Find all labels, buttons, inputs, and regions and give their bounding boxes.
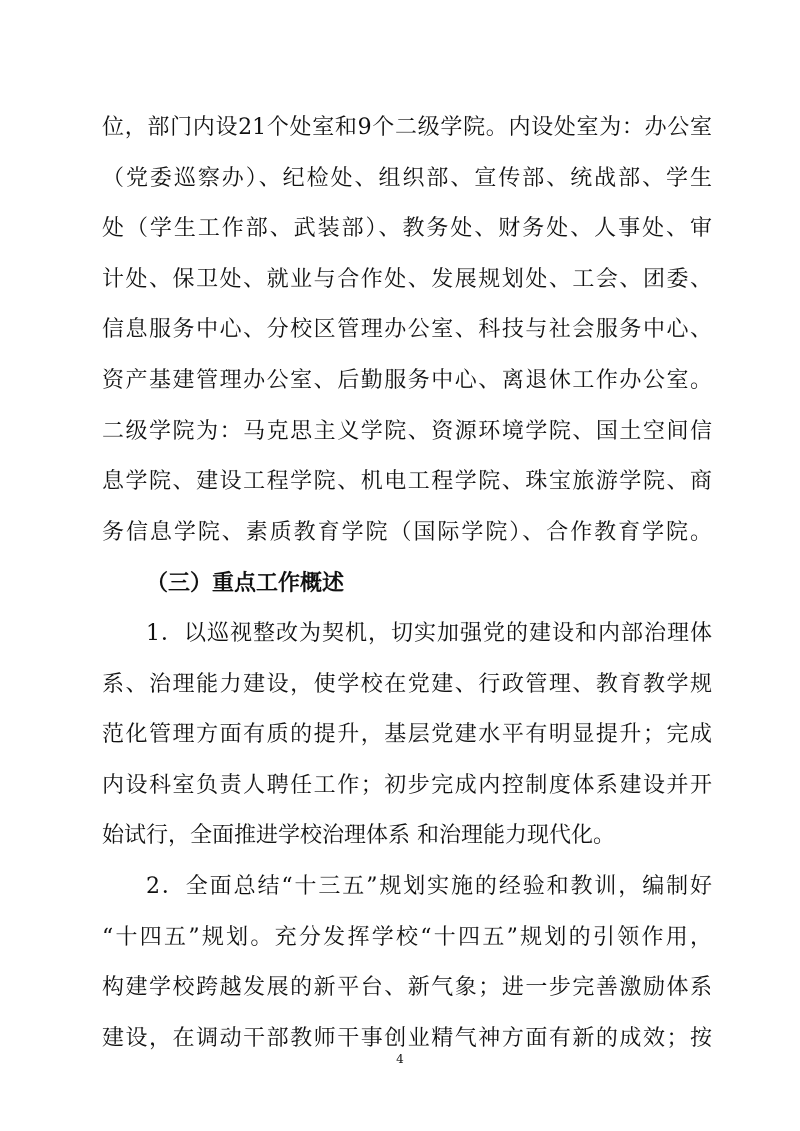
paragraph-line: （党委巡察办）、纪检处、组织部、宣传部、统战部、学生 <box>102 166 712 191</box>
item-1-line: 1．以巡视整改为契机，切实加强党的建设和内部治理体 <box>146 621 712 646</box>
section-heading: （三）重点工作概述 <box>146 570 345 596</box>
paragraph-line: 务信息学院、素质教育学院（国际学院）、合作教育学院。 <box>102 520 712 545</box>
item-1-line: 系、治理能力建设，使学校在党建、行政管理、教育教学规 <box>102 672 712 697</box>
page-number: 4 <box>396 1052 404 1066</box>
item-1-line: 始试行，全面推进学校治理体系 和治理能力现代化。 <box>102 823 615 848</box>
paragraph-line: 位，部门内设21个处室和9个二级学院。内设处室为：办公室 <box>102 115 712 140</box>
item-2-line: 构建学校跨越发展的新平台、新气象；进一步完善激励体系 <box>102 975 712 1000</box>
item-2-line: 建设，在调动干部教师干事创业精气神方面有新的成效；按 <box>102 1026 712 1051</box>
item-1-line: 范化管理方面有质的提升，基层党建水平有明显提升；完成 <box>102 722 712 747</box>
paragraph-line: 资产基建管理办公室、后勤服务中心、离退休工作办公室。 <box>102 368 712 393</box>
paragraph-line: 处（学生工作部、武装部）、教务处、财务处、人事处、审 <box>102 216 712 241</box>
paragraph-line: 息学院、建设工程学院、机电工程学院、珠宝旅游学院、商 <box>102 469 712 494</box>
item-2-line: “十四五”规划。充分发挥学校“十四五”规划的引领作用， <box>102 925 712 950</box>
paragraph-line: 二级学院为：马克思主义学院、资源环境学院、国土空间信 <box>102 419 712 444</box>
item-2-line: 2．全面总结“十三五”规划实施的经验和教训，编制好 <box>146 874 712 899</box>
paragraph-line: 计处、保卫处、就业与合作处、发展规划处、工会、团委、 <box>102 267 712 292</box>
paragraph-line: 信息服务中心、分校区管理办公室、科技与社会服务中心、 <box>102 317 712 342</box>
item-1-line: 内设科室负责人聘任工作；初步完成内控制度体系建设并开 <box>102 773 712 798</box>
